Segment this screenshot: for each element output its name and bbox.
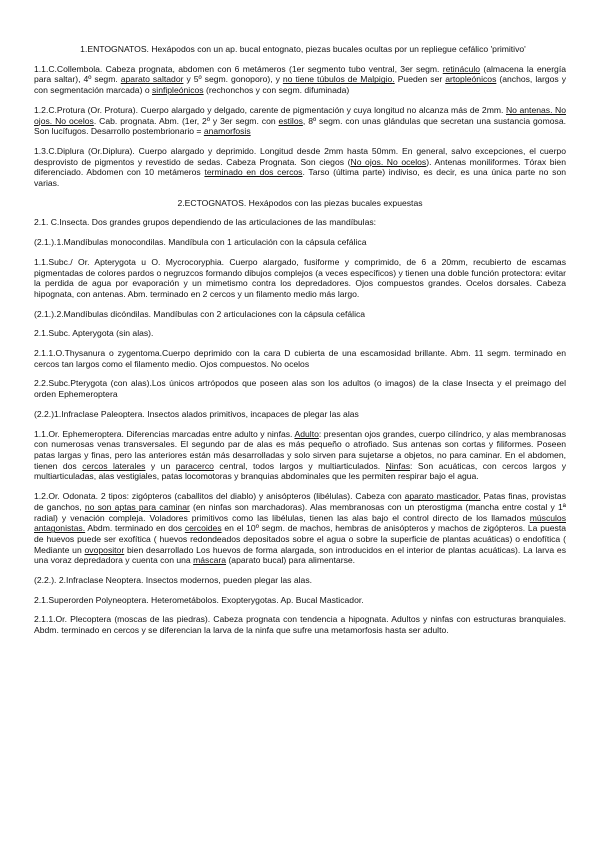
underlined-term: anamorfosis — [203, 126, 251, 137]
underlined-term: paracerco — [175, 460, 214, 471]
neoptera-heading: (2.2.). 2.Infraclase Neoptera. Insectos modernos, pueden plegar las alas. — [34, 575, 313, 586]
text: 1.2.C.Protura (Or. Protura). Cuerpo alargado y delgado, carente de pigmentación y cuya longitud no alcanza más de 2mm. — [34, 104, 506, 115]
section-1-title: 1.ENTOGNATOS. Hexápodos con un ap. bucal entognato, piezas bucales ocultas por un repliegue cefálico 'primitivo' — [80, 44, 526, 54]
underlined-term: estilos — [278, 115, 303, 126]
text: (almacena la energía para saltar), 4º segm. — [34, 63, 567, 85]
text: . Cab. prognata. Abm. (1er, 2º y 3er segm. con — [93, 115, 279, 126]
underlined-term: cercoides — [184, 523, 222, 534]
thysanura-paragraph: 2.1.1.O.Thysanura o zygentoma.Cuerpo deprimido con la cara D cubierta de una escamosidad brillante. Abm. 11 segm. terminado en cercos tan largos como el filamento medio. Ojos compuestos. No ocelos — [34, 348, 566, 369]
underlined-term: aparato saltador — [120, 74, 184, 85]
apterygota-order-paragraph: 1.1.Subc./ Or. Apterygota u O. Mycrocoryphia. Cuerpo alargado, fusiforme y comprimido, de 6 a 20mm, recubierto de escamas pigmentadas de colores pardos o negruzcos formando dibujos complejos (a veces específicos) y tienen una doble función protectora: evitar la perdida de agua por evaporación y un mimetismo contra los depredadores. Ojos compuestos grandes. Ocelos dorsales. Cabeza hipognata, con antenas. Abm. terminado en 2 cercos y un filamento medio más largo. — [34, 256, 566, 299]
text: y un — [145, 460, 176, 471]
text: y 5º segm. gonoporo), y — [183, 74, 283, 85]
underlined-term: artopleónicos — [445, 74, 497, 85]
underlined-term: No antenas. No ojos. No ocelos — [34, 104, 567, 126]
underlined-term: terminado en dos cercos — [204, 167, 303, 178]
underlined-term: sinfipleónicos — [152, 85, 204, 96]
text: (rechonchos y con segm. difuminada) — [203, 85, 350, 96]
insecta-paragraph: 2.1. C.Insecta. Dos grandes grupos dependiendo de las articulaciones de las mandíbulas: — [34, 217, 377, 228]
odonata-paragraph — [34, 491, 566, 566]
text: : presentan ojos grandes, cuerpo cilíndrico, y alas membranosas con numerosas venas transversales. El segundo par de alas es más pequeño o atrofiado. Sus antenas son cortas y filiformes. Poseen patas largas y finas, pero las anteriores están más desarrolladas y solo sirven para sujetarse a objetos, no para caminar. En el abdomen, tienen dos — [34, 428, 566, 471]
underlined-term: Ninfas — [385, 460, 411, 471]
paleoptera-heading: (2.2.)1.Infraclase Paleoptera. Insectos alados primitivos, incapaces de plegar las alas — [34, 408, 359, 419]
underlined-term: no tiene túbulos de Malpigio. — [282, 74, 395, 85]
polyneoptera-heading: 2.1.Superorden Polyneoptera. Heterometábolos. Exopterygotas. Ap. Bucal Masticador. — [34, 594, 364, 605]
section-2-title: 2.ECTOGNATOS. Hexápodos con las piezas bucales expuestas — [177, 197, 423, 208]
text: 1.2.Or. Odonata. 2 tipos: zigópteros (caballitos del diablo) y anisópteros (libélulas). Cabeza con — [34, 491, 405, 502]
text: ). Antenas moniliformes. Tórax bien diferenciado. Abdomen con 10 metámeros — [34, 156, 566, 178]
plecoptera-paragraph: 2.1.1.Or. Plecoptera (moscas de las piedras). Cabeza prognata con tendencia a hipognata. Adultos y ninfas con estructuras branquiales. Abdm. terminado en cercos y se diferencian la larva de la ninfa que sufre una metamorfosis hasta ser adulto. — [34, 614, 566, 636]
underlined-term: cercos laterales — [82, 460, 146, 471]
underlined-term: músculos antagonistas. — [34, 512, 566, 534]
text: : Son acuáticas, con cercos largos y multiarticuladas, alas vestigiales, patas locomotoras y branquias abdominales que les permiten respirar bajo el agua. — [34, 460, 566, 482]
monocondilias-heading: (2.1.).1.Mandíbulas monocondilas. Mandíbula con 1 articulación con la cápsula cefálica — [34, 237, 367, 248]
text: 1.3.C.Diplura (Or.Diplura). Cuerpo alargado y deprimido. Longitud desde 2mm hasta 50mm. En general, salvo excepciones, el cuerpo desprovisto de pigmentos y revestido de sedas. Cabeza Prognata. Son ciegos ( — [34, 145, 566, 167]
text: , 8º segm. con unas glándulas que secretan una sustancia gomosa. Son lucífugos. Desarrollo postembrionario = — [34, 115, 566, 137]
underlined-term: aparato masticador. — [404, 491, 481, 502]
diplura-paragraph — [34, 146, 566, 189]
underlined-term: Adulto — [294, 428, 319, 439]
text: Pueden ser — [394, 74, 446, 85]
apterygota-subclass-heading: 2.1.Subc. Apterygota (sin alas). — [34, 328, 154, 339]
text: (aparato bucal) para alimentarse. — [226, 555, 356, 566]
text: 1.1.C.Collembola. Cabeza prognata, abdomen con 6 metámeros (1er segmento tubo ventral, 3er segm. — [34, 63, 443, 74]
text: en el 10º segm. de machos, hembras de anisópteros y machos de zigópteros. La puesta de huevos puede ser exofítica ( huevos redondeados depositados sobre el agua o sobre la superficie de plantas acuáticas) o endofítica ( Mediante un — [34, 523, 566, 555]
ephemeroptera-paragraph — [34, 429, 566, 483]
underlined-term: No ojos. No ocelos — [350, 156, 427, 167]
underlined-term: retináculo — [442, 63, 481, 74]
text: (anchos, largos y con segmentación marcada) o — [34, 74, 567, 96]
protura-paragraph — [34, 105, 566, 137]
text: (en ninfas son marchadoras). Alas membranosas con un pterostigma (mancha entre costal y 1ª radial) y venación compleja. Voladores primitivos como las libélulas, tienen las alas bajo el control directo de los llamados — [34, 501, 566, 523]
pterygota-paragraph: 2.2.Subc.Pterygota (con alas).Los únicos artrópodos que poseen alas son los adultos (o imagos) de la clase Insecta y el preimago del orden Ephemeroptera — [34, 378, 566, 400]
text: central, todos largos y multiarticulados. — [213, 460, 386, 471]
text: Patas finas, provistas de ganchos, — [34, 491, 566, 512]
collembola-paragraph — [34, 64, 566, 96]
text: bien desarrollado Los huevos de forma alargada, son introducidos en el interior de plantas acuáticas). La larva es una voraz depredadora y cuenta con una — [34, 544, 566, 566]
underlined-term: ovopositor — [84, 544, 125, 555]
text: . Tarso (última parte) indiviso, es decir, es una única parte no son varias. — [34, 167, 567, 189]
text: Abdm. terminado en dos — [85, 523, 185, 534]
underlined-term: no son aptas para caminar — [84, 501, 190, 512]
text: 1.1.Or. Ephemeroptera. Diferencias marcadas entre adulto y ninfas. — [34, 428, 295, 439]
underlined-term: máscara — [193, 555, 227, 566]
dicondilias-heading: (2.1.).2.Mandíbulas dicóndilas. Mandíbulas con 2 articulaciones con la cápsula cefálica — [34, 308, 366, 319]
